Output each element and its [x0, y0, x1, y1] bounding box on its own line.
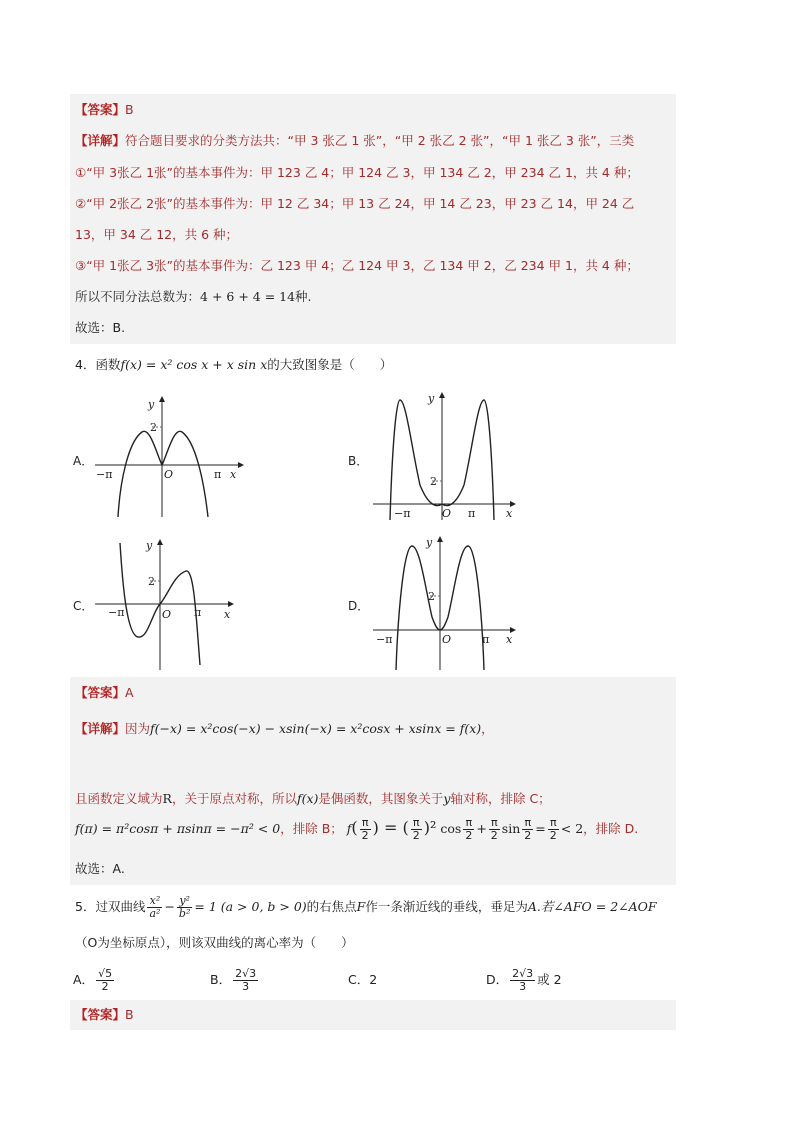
- option-c-value: 2: [369, 972, 378, 987]
- option-c-label[interactable]: C．: [73, 599, 94, 613]
- frac-den: a²: [149, 907, 161, 920]
- stem-prefix: 函数: [95, 357, 121, 372]
- tick-right: π: [482, 633, 490, 646]
- frac-den: 2: [524, 829, 532, 842]
- q3-detail-line: [75, 132, 634, 150]
- option-b-label: B．: [210, 972, 232, 987]
- y-axis-label: y: [148, 398, 155, 411]
- frac-num: 2√3: [512, 967, 534, 980]
- q4-choose: 故选：A.: [75, 861, 125, 876]
- stem-cond: .若∠AFO = 2∠AOF: [536, 899, 657, 914]
- detail-tag: 【详解】: [75, 133, 126, 148]
- option-d-suffix: 或 2: [537, 972, 562, 987]
- frac-pi-over-2: [360, 817, 371, 842]
- y-tick: 2: [150, 421, 157, 434]
- detail2-fx: f(x): [296, 791, 319, 806]
- frac-den: 2: [465, 829, 473, 842]
- option-a-label[interactable]: A．: [73, 454, 94, 468]
- answer-value: B: [125, 1007, 134, 1022]
- detail-tag: 【详解】: [75, 721, 126, 736]
- q3-choose: 故选：B.: [75, 320, 126, 335]
- option-c[interactable]: [348, 963, 377, 997]
- x-axis-label: x: [506, 633, 513, 646]
- q3-case2b: 13，甲 34 乙 12，共 6 种；: [75, 227, 239, 242]
- detail1-prefix: 因为: [125, 721, 151, 736]
- q4-detail-line2: [75, 790, 551, 808]
- focus-F: F: [356, 899, 366, 914]
- frac-pi-over-2: [522, 817, 533, 842]
- option-b-graph[interactable]: [368, 390, 528, 525]
- x-axis-label: x: [506, 507, 513, 520]
- answer-value: B: [125, 102, 134, 117]
- answer-value: A: [125, 685, 134, 700]
- detail3-expr1: f(π) = π²cosπ + πsinπ = −π² < 0: [75, 821, 281, 836]
- option-a-frac: [96, 968, 114, 993]
- option-b[interactable]: [210, 963, 260, 997]
- q4-detail-line3: f(π) = π²cosπ + πsinπ = −π² < 0，排除 B； f( $\frac{\pi}{2}$ ) = ( $\frac{\pi}{2}$ )² cos $\frac{\pi}{2}$ + $\frac{\pi}{2}$ sin $\frac{\pi}{2}$ = $\frac{\pi}{2}$ < 2，排除 D.: [75, 816, 639, 842]
- y-axis-label: y: [428, 392, 435, 405]
- y-arrow: [439, 392, 445, 398]
- x-axis-label: x: [230, 468, 237, 481]
- tick-left: −π: [376, 633, 393, 646]
- option-a[interactable]: [73, 963, 116, 997]
- q3-answer-line: [75, 101, 134, 119]
- answer-tag: 【答案】: [75, 685, 126, 700]
- option-d-label: D．: [486, 972, 509, 987]
- origin-label: O: [442, 633, 452, 646]
- frac-den: 2: [490, 829, 498, 842]
- q5-stem-line1: 5．过双曲线 $\frac{\text{x²}}{\text{a²}}$ − $\frac{\text{y²}}{\text{b²}}$ = 1 (a > 0, b > 0)的右焦点F作一条渐近线的垂线，垂足为A.若∠AFO = 2∠AOF: [75, 894, 657, 920]
- y-axis-label: y: [426, 536, 433, 549]
- detail3-mid: ，排除 B；: [280, 821, 343, 836]
- total-suffix: 种.: [295, 289, 312, 304]
- origin-label: O: [164, 468, 174, 481]
- q4-answer-panel: [70, 677, 676, 885]
- q5-answer-line: [75, 1006, 134, 1024]
- answer-tag: 【答案】: [75, 102, 126, 117]
- frac-pi-over-2: [411, 817, 422, 842]
- question-number: 5．: [75, 899, 96, 914]
- tick-right: π: [214, 468, 222, 481]
- q4-detail-line1: [75, 720, 494, 738]
- frac-num: x²: [147, 895, 162, 908]
- option-d-label[interactable]: D．: [348, 599, 370, 613]
- detail3-lt: < 2: [560, 821, 584, 836]
- curve: [118, 431, 208, 517]
- frac-num: π: [522, 817, 533, 830]
- stem-expr: f(x) = x² cos x + x sin x: [120, 357, 268, 372]
- detail3-sin: sin: [501, 821, 521, 836]
- q5-answer-panel: [70, 1000, 676, 1030]
- stem-suffix: 的大致图象是（ ）: [267, 357, 393, 372]
- question-number: 4．: [75, 357, 96, 372]
- x-arrow: [228, 601, 234, 607]
- stem-mid: 的右焦点: [306, 899, 357, 914]
- frac-den: 3: [519, 980, 527, 993]
- x-arrow: [238, 462, 244, 468]
- frac-den: 3: [242, 980, 250, 993]
- tick-left: −π: [108, 606, 125, 619]
- y-arrow: [437, 536, 443, 542]
- stem-mid2: 作一条渐近线的垂线，垂足为: [365, 899, 528, 914]
- detail2a: 且函数定义域为: [75, 791, 163, 806]
- y-arrow: [159, 396, 165, 402]
- option-c-label: C．: [348, 972, 370, 987]
- q3-case2a: ②“甲 2张乙 2张”的基本事件为：甲 12 乙 34；甲 13 乙 24，甲 14 乙 23，甲 23 乙 14，甲 24 乙: [75, 196, 635, 211]
- detail2-R: R: [162, 791, 172, 806]
- x-axis-label: x: [224, 608, 231, 621]
- frac-num: π: [360, 817, 371, 830]
- option-a-label: A．: [73, 972, 95, 987]
- frac-num: π: [411, 817, 422, 830]
- detail3-f: f: [346, 821, 352, 836]
- frac-den: 2: [101, 980, 109, 993]
- frac-den: b²: [178, 907, 191, 920]
- detail2d: 轴对称，排除 C；: [450, 791, 551, 806]
- frac-num: π: [489, 817, 500, 830]
- frac-y2-b2: [177, 895, 192, 920]
- detail2b: ，关于原点对称，所以: [171, 791, 297, 806]
- frac-num: π: [463, 817, 474, 830]
- q3-total: [75, 288, 312, 306]
- total-expr: 4 + 6 + 4 = 14: [200, 289, 296, 304]
- origin-label: O: [442, 507, 452, 520]
- tick-left: −π: [394, 507, 411, 520]
- option-b-frac: [233, 968, 258, 993]
- y-arrow: [157, 539, 163, 545]
- option-d-graph[interactable]: [368, 532, 528, 674]
- detail2c: 是偶函数，其图象关于: [318, 791, 444, 806]
- frac-den: 2: [549, 829, 557, 842]
- option-a-graph[interactable]: [90, 392, 250, 522]
- tick-right: π: [194, 606, 202, 619]
- tick-right: π: [468, 507, 476, 520]
- tick-left: −π: [96, 468, 113, 481]
- frac-num: y²: [177, 895, 192, 908]
- option-d-frac: [510, 968, 535, 993]
- q3-case3: ③“甲 1张乙 3张”的基本事件为：乙 123 甲 4；乙 124 甲 3，乙 134 甲 2，乙 234 甲 1，共 4 种；: [75, 258, 639, 273]
- stem-eq: = 1 (a > 0, b > 0): [194, 899, 307, 914]
- q4-stem: [75, 356, 392, 374]
- detail3-end: ，排除 D.: [583, 821, 639, 836]
- y-tick: 2: [430, 475, 437, 488]
- y-tick: 2: [148, 575, 155, 588]
- frac-pi-over-2: [463, 817, 474, 842]
- option-b-label[interactable]: B．: [348, 454, 369, 468]
- option-d[interactable]: [486, 963, 562, 997]
- detail3-cos: cos: [440, 821, 462, 836]
- q3-case1: ①“甲 3张乙 1张”的基本事件为：甲 123 乙 4；甲 124 乙 3，甲 134 乙 2，甲 234 乙 1，共 4 种；: [75, 165, 639, 180]
- frac-den: 2: [412, 829, 420, 842]
- total-prefix: 所以不同分法总数为：: [75, 289, 201, 304]
- frac-den: 2: [361, 829, 369, 842]
- y-axis-label: y: [146, 539, 153, 552]
- answer-tag: 【答案】: [75, 1007, 126, 1022]
- detail1-expr: f(−x) = x²cos(−x) − xsin(−x) = x²cosx + xsinx = f(x): [150, 721, 482, 736]
- detail-intro: 符合题目要求的分类方法共：“甲 3 张乙 1 张”，“甲 2 张乙 2 张”，“甲 1 张乙 3 张”，三类: [125, 133, 635, 148]
- q4-answer-line: [75, 684, 134, 702]
- detail1-suffix: ，: [481, 721, 494, 736]
- frac-num: √5: [98, 967, 113, 980]
- y-tick: 2: [428, 590, 435, 603]
- frac-pi-over-2: [548, 817, 559, 842]
- q5-stem-line2: （O为坐标原点），则该双曲线的离心率为（ ）: [75, 935, 354, 950]
- stem-prefix: 过双曲线: [95, 899, 146, 914]
- option-c-graph[interactable]: [90, 535, 250, 675]
- detail2-y: y: [443, 791, 451, 806]
- frac-num: 2√3: [235, 967, 257, 980]
- frac-x2-a2: [147, 895, 162, 920]
- frac-pi-over-2: [489, 817, 500, 842]
- frac-num: π: [548, 817, 559, 830]
- foot-A: A: [527, 899, 537, 914]
- origin-label: O: [162, 608, 172, 621]
